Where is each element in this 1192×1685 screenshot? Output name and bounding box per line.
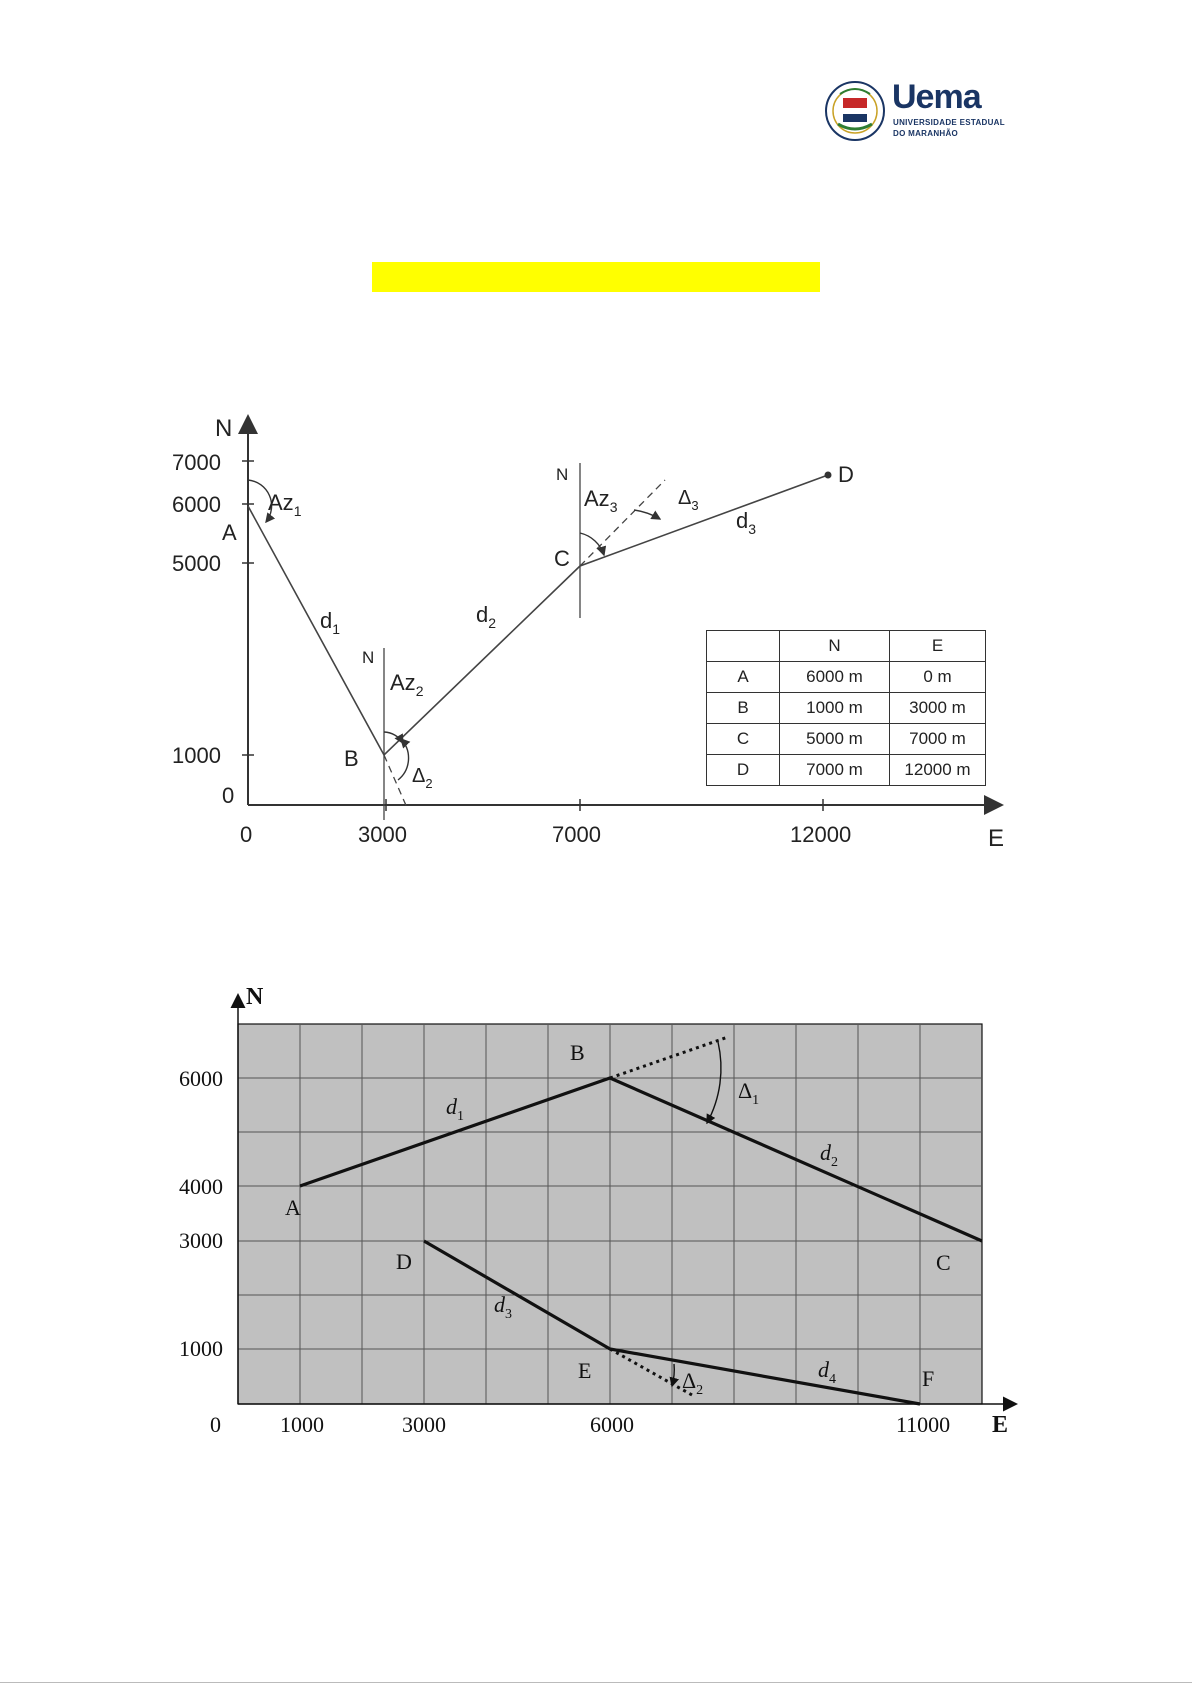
extension-b bbox=[384, 755, 408, 810]
point-d-label: D bbox=[838, 462, 854, 487]
x-tick-label: 0 bbox=[240, 822, 253, 847]
logo-line-1: UNIVERSIDADE ESTADUAL bbox=[893, 118, 1005, 127]
point-a-label: A bbox=[285, 1195, 301, 1220]
north-c-label: N bbox=[556, 465, 569, 484]
y-tick-label: 6000 bbox=[172, 492, 221, 517]
d2-label: $d_2$ bbox=[476, 602, 497, 631]
table-row bbox=[707, 755, 986, 786]
table-cell: C bbox=[707, 724, 780, 755]
table-cell: 12000 m bbox=[890, 755, 986, 786]
x-tick-label: 3000 bbox=[402, 1412, 446, 1437]
y-tick-label: 5000 bbox=[172, 551, 221, 576]
d1-label: $d_1$ bbox=[320, 608, 341, 637]
table-header-row bbox=[707, 631, 986, 662]
table-cell: 1000 m bbox=[780, 693, 890, 724]
e-axis-label: E bbox=[992, 1412, 1009, 1438]
az3-label: $Az_3$ bbox=[584, 486, 618, 515]
y-tick-label: 3000 bbox=[179, 1228, 223, 1253]
x-tick-label: 1000 bbox=[280, 1412, 324, 1437]
az1-label: $Az_1$ bbox=[268, 490, 302, 519]
table-cell: 0 m bbox=[890, 662, 986, 693]
n-axis-label: N bbox=[246, 984, 264, 1010]
point-f-label: F bbox=[922, 1366, 935, 1391]
y-tick-label: 7000 bbox=[172, 450, 221, 475]
highlight-bar bbox=[372, 262, 820, 292]
x-tick-label: 12000 bbox=[790, 822, 852, 847]
page-bottom-rule bbox=[0, 1682, 1192, 1683]
point-a-label: A bbox=[222, 520, 237, 545]
x-tick-label: 6000 bbox=[590, 1412, 634, 1437]
x-tick-label: 7000 bbox=[552, 822, 601, 847]
table-cell: 7000 m bbox=[780, 755, 890, 786]
delta2-arc bbox=[398, 739, 409, 780]
d3-label: $d_3$ bbox=[736, 508, 757, 537]
logo-wordmark: Uema bbox=[892, 78, 981, 116]
y-tick-label: 1000 bbox=[172, 743, 221, 768]
delta3-arc bbox=[634, 510, 660, 519]
table-cell: 5000 m bbox=[780, 724, 890, 755]
x-tick-label: 11000 bbox=[896, 1412, 951, 1437]
table-row bbox=[707, 662, 986, 693]
table-cell: A bbox=[707, 662, 780, 693]
d4-label: $d_4$ bbox=[818, 1357, 836, 1387]
table-cell: D bbox=[707, 755, 780, 786]
point-e-label: E bbox=[578, 1358, 592, 1383]
x-ticks bbox=[240, 799, 851, 847]
y-tick-label: 6000 bbox=[179, 1066, 223, 1091]
az2-label: $Az_2$ bbox=[390, 670, 424, 699]
table-cell: B bbox=[707, 693, 780, 724]
az2-arc bbox=[384, 732, 403, 743]
traverse-diagram-2 bbox=[160, 980, 1040, 1440]
d2-label: $d_2$ bbox=[820, 1140, 838, 1170]
table-header-cell: E bbox=[890, 631, 986, 662]
table-row bbox=[707, 724, 986, 755]
x-tick-label: 3000 bbox=[358, 822, 407, 847]
e-axis-label: E bbox=[988, 825, 1005, 852]
point-b-label: B bbox=[570, 1040, 585, 1065]
table-row bbox=[707, 693, 986, 724]
north-b-label: N bbox=[362, 648, 375, 667]
y-tick-label: 0 bbox=[210, 1412, 221, 1437]
delta1-label: $\Delta_1$ bbox=[738, 1078, 760, 1108]
y-tick-label: 1000 bbox=[179, 1336, 223, 1361]
point-c-label: C bbox=[554, 546, 570, 571]
az3-arc bbox=[580, 533, 604, 555]
point-d-marker bbox=[825, 472, 832, 479]
n-axis-label: N bbox=[215, 415, 233, 442]
seal-icon bbox=[824, 72, 886, 150]
delta2-label: $\Delta_2$ bbox=[682, 1368, 704, 1398]
y-tick-label: 0 bbox=[222, 783, 235, 808]
delta2-label: $\Delta_2$ bbox=[412, 765, 433, 791]
d1-label: $d_1$ bbox=[446, 1094, 464, 1124]
table-header-cell bbox=[707, 631, 780, 662]
delta3-label: $\Delta_3$ bbox=[678, 487, 699, 513]
point-c-label: C bbox=[936, 1250, 951, 1275]
d3-label: $d_3$ bbox=[494, 1292, 512, 1322]
uema-logo bbox=[824, 72, 1014, 152]
table-cell: 6000 m bbox=[780, 662, 890, 693]
y-ticks bbox=[172, 450, 254, 808]
logo-line-2: DO MARANHÃO bbox=[893, 129, 959, 138]
table-header-cell: N bbox=[780, 631, 890, 662]
table-cell: 7000 m bbox=[890, 724, 986, 755]
point-d-label: D bbox=[396, 1249, 412, 1274]
coordinate-table bbox=[706, 630, 986, 786]
point-b-label: B bbox=[344, 746, 359, 771]
table-cell: 3000 m bbox=[890, 693, 986, 724]
y-tick-label: 4000 bbox=[179, 1174, 223, 1199]
